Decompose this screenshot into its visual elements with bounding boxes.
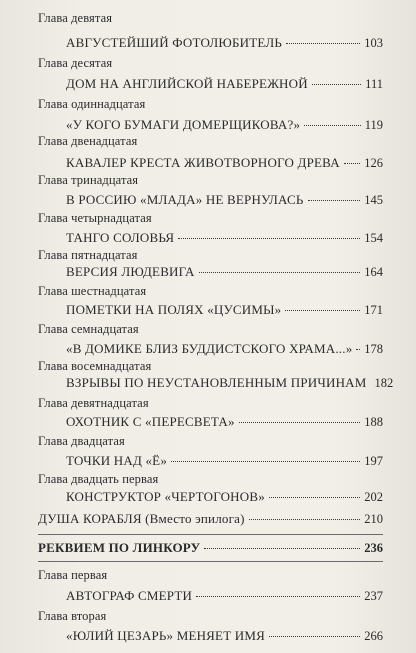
dot-leader xyxy=(239,422,361,423)
chapter-title-line xyxy=(66,155,383,171)
dot-leader xyxy=(356,349,360,350)
page-number: 111 xyxy=(365,77,383,91)
epilogue-title: ДУША КОРАБЛЯ (Вместо эпилога) xyxy=(38,511,245,526)
section-divider xyxy=(38,561,383,562)
chapter-title: «В ДОМИКЕ БЛИЗ БУДДИСТСКОГО ХРАМА...» xyxy=(66,341,353,356)
chapter-label: Глава шестнадцатая xyxy=(38,284,147,298)
chapter-title: ОХОТНИК С «ПЕРЕСВЕТА» xyxy=(66,414,235,429)
page-number: 266 xyxy=(364,629,383,643)
section-divider xyxy=(38,534,383,535)
chapter-label: Глава десятая xyxy=(38,56,113,70)
chapter-title-line xyxy=(66,264,383,280)
chapter-title: ДОМ НА АНГЛИЙСКОЙ НАБЕРЕЖНОЙ xyxy=(66,76,308,91)
chapter-label: Глава девятая xyxy=(38,11,113,25)
chapter-label: Глава двенадцатая xyxy=(38,134,138,148)
page-number: 178 xyxy=(364,342,383,356)
chapter-title-line xyxy=(66,35,383,51)
chapter-title-line xyxy=(66,230,383,246)
chapter-title-line xyxy=(66,414,383,430)
chapter-label: Глава двадцать первая xyxy=(38,472,159,486)
page-number: 237 xyxy=(364,589,383,603)
page-number: 202 xyxy=(364,490,383,504)
dot-leader xyxy=(204,548,360,549)
chapter-title-line xyxy=(66,628,383,644)
page-number: 182 xyxy=(374,376,394,390)
dot-leader xyxy=(308,200,361,201)
chapter-title: ТОЧКИ НАД «Ё» xyxy=(66,453,168,468)
chapter-title-line xyxy=(66,489,383,505)
chapter-title: АВТОГРАФ СМЕРТИ xyxy=(66,588,193,603)
chapter-label: Глава пятнадцатая xyxy=(38,248,138,262)
chapter-title: АВГУСТЕЙШИЙ ФОТОЛЮБИТЕЛЬ xyxy=(66,35,283,50)
dot-leader xyxy=(199,272,361,273)
dot-leader xyxy=(285,310,360,311)
dot-leader xyxy=(312,84,361,85)
dot-leader xyxy=(344,163,360,164)
chapter-label: Глава вторая xyxy=(38,609,107,623)
chapter-label: Глава девятнадцатая xyxy=(38,396,149,410)
chapter-title-line xyxy=(66,453,383,469)
page-number: 103 xyxy=(364,36,383,50)
part-heading: РЕКВИЕМ ПО ЛИНКОРУ xyxy=(38,540,201,555)
page-number: 210 xyxy=(364,512,383,526)
chapter-label: Глава четырнадцатая xyxy=(38,211,152,225)
page-number: 126 xyxy=(364,156,383,170)
dot-leader xyxy=(196,596,360,597)
dot-leader xyxy=(178,238,360,239)
chapter-title: В РОССИЮ «МЛАДА» НЕ ВЕРНУЛАСЬ xyxy=(66,192,304,207)
chapter-title: «ЮЛИЙ ЦЕЗАРЬ» МЕНЯЕТ ИМЯ xyxy=(66,628,266,643)
chapter-title-line xyxy=(66,76,383,92)
chapter-title: КАВАЛЕР КРЕСТА ЖИВОТВОРНОГО ДРЕВА xyxy=(66,155,340,170)
dot-leader xyxy=(304,125,361,126)
chapter-title-line xyxy=(66,375,394,391)
chapter-label: Глава двадцатая xyxy=(38,434,125,448)
chapter-title-line xyxy=(66,588,383,604)
chapter-title: ПОМЕТКИ НА ПОЛЯХ «ЦУСИМЫ» xyxy=(66,302,282,317)
page-number: 145 xyxy=(364,193,383,207)
dot-leader xyxy=(249,519,361,520)
page-number: 197 xyxy=(364,454,383,468)
chapter-title: КОНСТРУКТОР «ЧЕРТОГОНОВ» xyxy=(66,489,265,504)
page-number: 236 xyxy=(364,541,383,555)
chapter-title-line xyxy=(66,302,383,318)
dot-leader xyxy=(171,461,360,462)
page-number: 119 xyxy=(364,118,383,132)
chapter-title-line xyxy=(66,341,383,357)
part-heading-line xyxy=(38,540,383,556)
chapter-title-line xyxy=(66,192,383,208)
dot-leader xyxy=(286,43,360,44)
chapter-title: ВЕРСИЯ ЛЮДЕВИГА xyxy=(66,264,195,279)
chapter-label: Глава первая xyxy=(38,568,108,582)
chapter-label: Глава восемнадцатая xyxy=(38,359,152,373)
page-number: 188 xyxy=(364,415,383,429)
page-number: 171 xyxy=(364,303,383,317)
chapter-title: ТАНГО СОЛОВЬЯ xyxy=(66,230,175,245)
chapter-label: Глава семнадцатая xyxy=(38,322,139,336)
dot-leader xyxy=(269,497,360,498)
chapter-title: ВЗРЫВЫ ПО НЕУСТАНОВЛЕННЫМ ПРИЧИНАМ xyxy=(66,375,367,390)
page-number: 164 xyxy=(364,265,383,279)
epilogue-line xyxy=(38,511,383,527)
chapter-label: Глава одиннадцатая xyxy=(38,97,146,111)
chapter-title: «У КОГО БУМАГИ ДОМЕРЩИКОВА?» xyxy=(66,117,301,132)
page-number: 154 xyxy=(364,231,383,245)
dot-leader xyxy=(269,636,360,637)
chapter-label: Глава тринадцатая xyxy=(38,173,139,187)
chapter-title-line xyxy=(66,117,383,133)
